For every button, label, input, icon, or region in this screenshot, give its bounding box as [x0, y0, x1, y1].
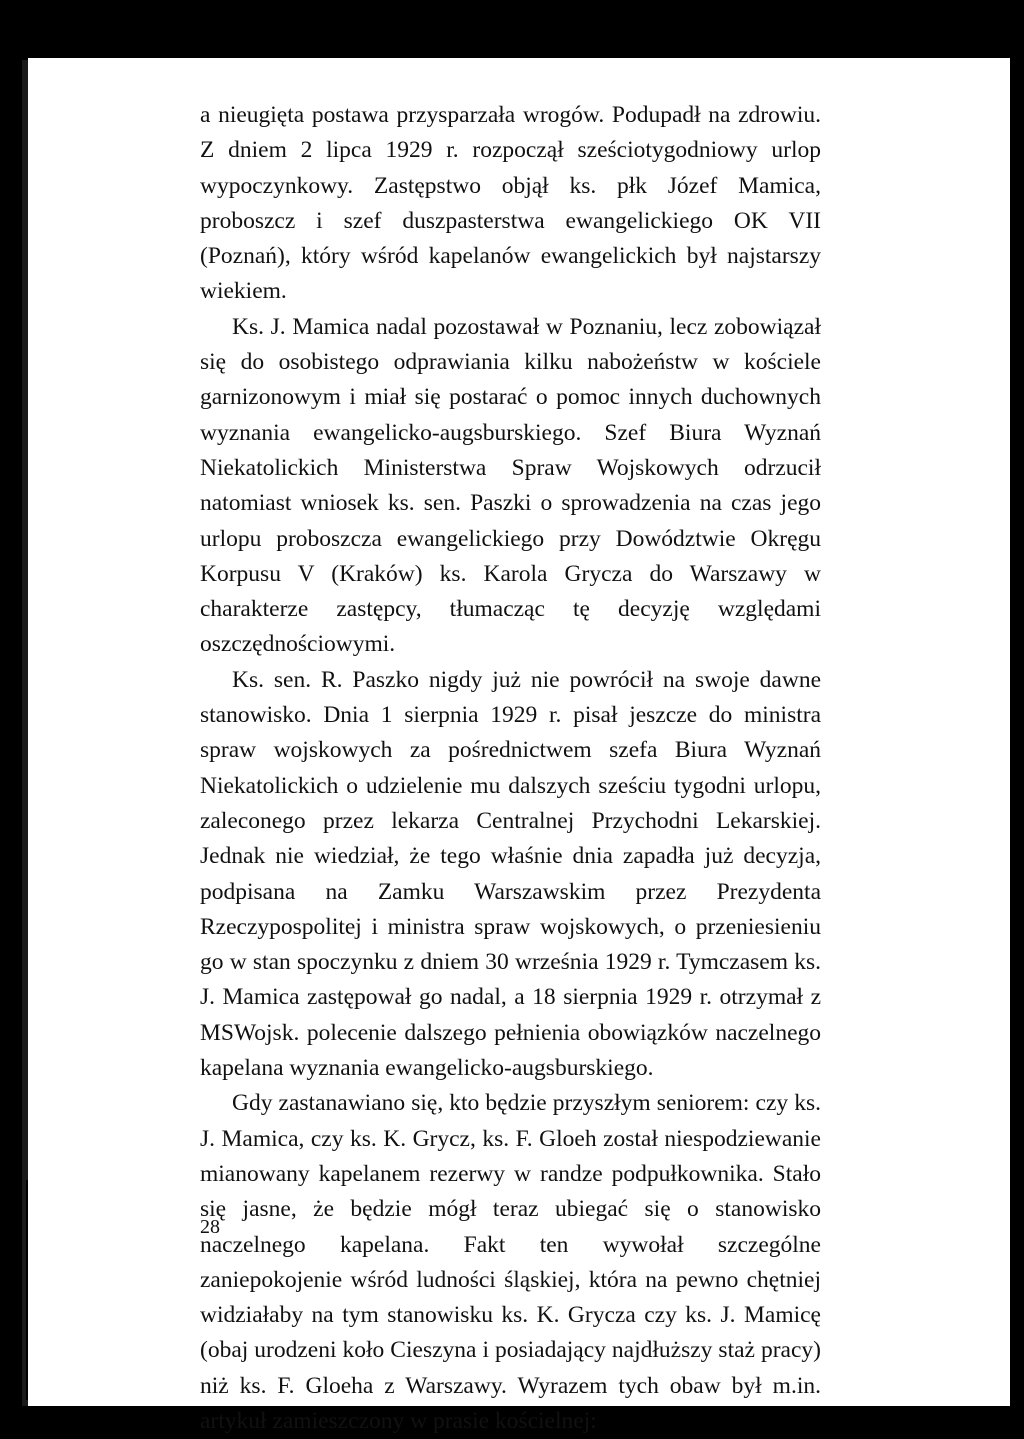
- scan-right-bar: [1010, 1090, 1015, 1406]
- paragraph-4: Gdy zastanawiano się, kto będzie przyszłym seniorem: czy ks. J. Mamica, czy ks. K. Grycz, ks. F. Gloeh został niespodziewanie mianowany kapelanem rezerwy w randze podpułkownika. Stało się jasne, że będzie mógł teraz ubiegać się o stanowisko naczelnego kapelana. Fakt ten wywołał szczególne zaniepokojenie wśród ludności śląskiej, która na pewno chętniej widziałaby na tym stanowisku ks. K. Grycza czy ks. J. Mamicę (obaj urodzeni koło Cieszyna i posiadający najdłuższy staż pracy) niż ks. F. Gloeha z Warszawy. Wyrazem tych obaw był m.in. artykuł zamieszczony w prasie kościelnej:: [200, 1090, 821, 1434]
- page-number: 28: [200, 1216, 220, 1238]
- scan-left-bar: [26, 1180, 28, 1400]
- paragraph-1: a nieugięta postawa przysparzała wrogów. Podupadł na zdrowiu. Z dniem 2 lipca 1929 r. rozpoczął sześciotygodniowy urlop wypoczynkowy. Zastępstwo objął ks. płk Józef Mamica, proboszcz i szef duszpasterstwa ewangelickiego OK VII (Poznań), który wśród kapelanów ewangelickich był najstarszy wiekiem.: [200, 102, 821, 305]
- paragraph-2: Ks. J. Mamica nadal pozostawał w Poznaniu, lecz zobowiązał się do osobistego odprawiania kilku nabożeństw w kościele garnizonowym i miał się postarać o pomoc innych duchownych wyznania ewangelicko-augsburskiego. Szef Biura Wyznań Niekatolickich Ministerstwa Spraw Wojskowych odrzucił natomiast wniosek ks. sen. Paszki o sprowadzenia na czas jego urlopu proboszcza ewangelickiego przy Dowództwie Okręgu Korpusu V (Kraków) ks. Karola Grycza do Warszawy w charakterze zastępcy, tłumacząc tę decyzję względami oszczędnościowymi.: [200, 313, 821, 658]
- paragraph-3: Ks. sen. R. Paszko nigdy już nie powrócił na swoje dawne stanowisko. Dnia 1 sierpnia 1929 r. pisał jeszcze do ministra spraw wojskowych za pośrednictwem szefa Biura Wyznań Niekatolickich o udzielenie mu dalszych sześciu tygodni urlopu, zaleconego przez lekarza Centralnej Przychodni Lekarskiej. Jednak nie wiedział, że tego właśnie dnia zapadła już decyzja, podpisana na Zamku Warszawskim przez Prezydenta Rzeczypospolitej i ministra spraw wojskowych, o przeniesieniu go w stan spoczynku z dniem 30 września 1929 r. Tymczasem ks. J. Mamica zastępował go nadal, a 18 sierpnia 1929 r. otrzymał z MSWojsk. polecenie dalszego pełnienia obowiązków naczelnego kapelana wyznania ewangelicko-augsburskiego.: [200, 666, 821, 1082]
- book-page: [28, 58, 1010, 1434]
- body-text: [200, 98, 821, 1439]
